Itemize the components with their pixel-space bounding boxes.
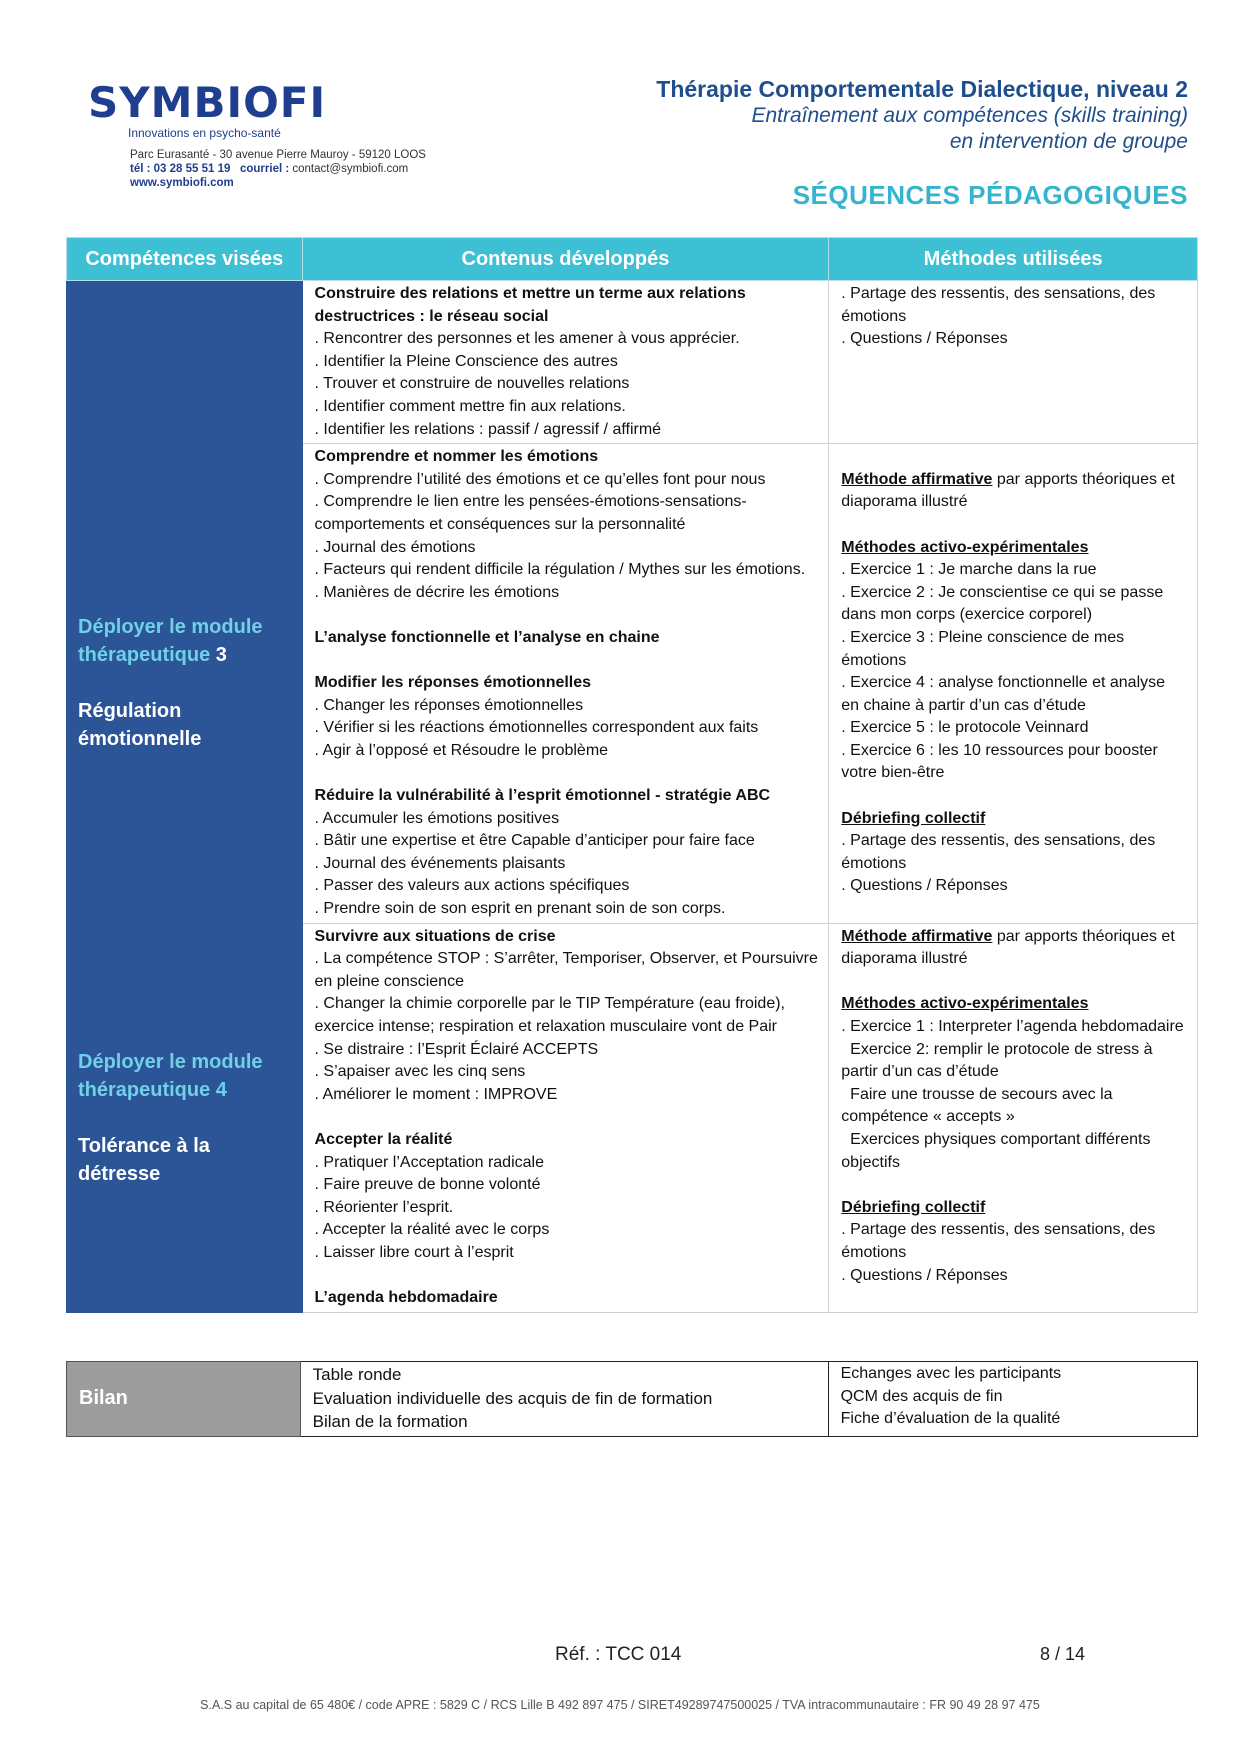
content-item: . Comprendre l’utilité des émotions et ce qu’elles font pour nous bbox=[314, 470, 766, 488]
method-text: par apports théoriques et diaporama illustré bbox=[841, 927, 1175, 968]
method-heading: Méthode affirmative bbox=[841, 470, 993, 488]
method-item: . Partage des ressentis, des sensations, des émotions bbox=[841, 832, 1156, 872]
method-item: . Exercice 1 : Interpreter l’agenda hebdomadaire bbox=[841, 1018, 1184, 1035]
sequences-table bbox=[66, 237, 1198, 1313]
table-row bbox=[67, 444, 1198, 923]
content-item: . Changer les réponses émotionnelles bbox=[314, 696, 584, 714]
document-subtitle-1: Entraînement aux compétences (skills training) bbox=[751, 104, 1188, 127]
logo-tagline: Innovations en psycho-santé bbox=[128, 126, 281, 140]
content-item: . Comprendre le lien entre les pensées-émotions-sensations-comportements et conséquences sur la personnalité bbox=[314, 493, 747, 533]
bilan-method-item: QCM des acquis de fin bbox=[840, 1387, 1003, 1405]
module-number: 3 bbox=[215, 644, 227, 667]
content-item: . Identifier comment mettre fin aux relations. bbox=[314, 397, 626, 415]
method-item: . Exercice 5 : le protocole Veinnard bbox=[841, 719, 1089, 737]
bilan-label: Bilan bbox=[67, 1362, 301, 1437]
content-item: . Trouver et construire de nouvelles relations bbox=[314, 375, 630, 393]
content-heading: Comprendre et nommer les émotions bbox=[314, 448, 599, 466]
methods-cell bbox=[829, 444, 1198, 923]
methods-cell bbox=[829, 281, 1198, 444]
content-heading: Survivre aux situations de crise bbox=[314, 927, 556, 945]
page-number: 8 / 14 bbox=[1040, 1644, 1086, 1664]
method-heading: Méthode affirmative bbox=[841, 927, 993, 945]
content-heading: L’agenda hebdomadaire bbox=[314, 1289, 498, 1307]
method-item: . Exercice 3 : Pleine conscience de mes émotions bbox=[841, 628, 1125, 669]
content-heading: Réduire la vulnérabilité à l’esprit émotionnel - stratégie ABC bbox=[314, 787, 771, 805]
method-item: . Exercice 2 : Je conscientise ce qui se passe dans mon corps (exercice corporel) bbox=[841, 583, 1164, 624]
table-row bbox=[67, 281, 1198, 444]
table-header-row bbox=[67, 238, 1198, 281]
method-item: . Partage des ressentis, des sensations, des émotions bbox=[841, 285, 1156, 325]
content-item: . Bâtir une expertise et être Capable d’anticiper pour faire face bbox=[314, 832, 755, 850]
method-item: . Exercice 1 : Je marche dans la rue bbox=[841, 561, 1097, 579]
module-subtitle: Régulation émotionnelle bbox=[78, 700, 202, 751]
method-heading: Débriefing collectif bbox=[841, 1198, 986, 1216]
content-item: . Laisser libre court à l’esprit bbox=[314, 1243, 514, 1261]
content-item: . Changer la chimie corporelle par le TIP Température (eau froide), exercice intense; respiration et relaxation musculaire vont de Pair bbox=[314, 995, 785, 1035]
logo-wordmark: SYMBIOFI bbox=[88, 78, 327, 127]
content-item: . Passer des valeurs aux actions spécifiques bbox=[314, 877, 630, 895]
table-row bbox=[67, 923, 1198, 1312]
method-affirmative bbox=[841, 469, 1187, 514]
bilan-content-item: Evaluation individuelle des acquis de fin de formation bbox=[312, 1388, 713, 1408]
content-item: . S’apaiser avec les cinq sens bbox=[314, 1063, 526, 1081]
content-item: . Accepter la réalité avec le corps bbox=[314, 1221, 550, 1239]
content-heading: Modifier les réponses émotionnelles bbox=[314, 674, 592, 692]
method-item: Exercice 2: remplir le protocole de stress à partir d’un cas d’étude bbox=[841, 1040, 1157, 1081]
method-item: . Questions / Réponses bbox=[841, 1266, 1008, 1284]
document-header bbox=[656, 76, 1188, 155]
competence-cell-module-3 bbox=[67, 444, 303, 923]
content-cell bbox=[302, 281, 829, 444]
content-item: . Rencontrer des personnes et les amener à vous apprécier. bbox=[314, 330, 740, 348]
header-contenus: Contenus développés bbox=[302, 238, 829, 281]
company-address-block bbox=[130, 148, 426, 190]
content-item: . Accumuler les émotions positives bbox=[314, 809, 560, 827]
module-title-text: Déployer le module thérapeutique bbox=[78, 616, 263, 667]
content-heading: Accepter la réalité bbox=[314, 1130, 453, 1148]
contact-line bbox=[130, 162, 426, 176]
content-item: . Vérifier si les réactions émotionnelles correspondent aux faits bbox=[314, 719, 759, 737]
competence-cell-module-4 bbox=[67, 923, 303, 1312]
section-title: SÉQUENCES PÉDAGOGIQUES bbox=[792, 180, 1188, 210]
legal-footer: S.A.S au capital de 65 480€ / code APRE : 5829 C / RCS Lille B 492 897 475 / SIRET49289747500025 / TVA intracommunautaire : FR 90 49 28 97 475 bbox=[200, 1698, 1040, 1712]
mail-address[interactable]: contact@symbiofi.com bbox=[292, 163, 409, 175]
content-item: . Manières de décrire les émotions bbox=[314, 583, 560, 601]
method-heading: Méthodes activo-expérimentales bbox=[841, 995, 1089, 1013]
method-heading: Débriefing collectif bbox=[841, 809, 986, 827]
content-item: . Journal des émotions bbox=[314, 538, 476, 556]
bilan-table bbox=[66, 1361, 1198, 1437]
method-item: Faire une trousse de secours avec la compétence « accepts » bbox=[841, 1085, 1117, 1126]
module-title: Déployer le module thérapeutique 4 bbox=[78, 1050, 263, 1101]
content-heading: Construire des relations et mettre un terme aux relations destructrices : le réseau social bbox=[314, 285, 746, 325]
method-item: . Exercice 6 : les 10 ressources pour booster votre bien-être bbox=[841, 741, 1158, 782]
document-subtitle-2: en intervention de groupe bbox=[949, 130, 1188, 153]
content-item: . Se distraire : l’Esprit Éclairé ACCEPTS bbox=[314, 1040, 599, 1058]
document-reference: Réf. : TCC 014 bbox=[555, 1644, 682, 1665]
method-item: . Exercice 4 : analyse fonctionnelle et analyse en chaine à partir d’un cas d’étude bbox=[841, 674, 1166, 714]
content-item: . Pratiquer l’Acceptation radicale bbox=[314, 1153, 544, 1171]
method-text: par apports théoriques et diaporama illustré bbox=[841, 470, 1175, 511]
method-item: Exercices physiques comportant différents objectifs bbox=[841, 1130, 1155, 1171]
address-line: Parc Eurasanté - 30 avenue Pierre Mauroy - 59120 LOOS bbox=[130, 149, 426, 161]
bilan-contents bbox=[300, 1362, 828, 1437]
content-heading: L’analyse fonctionnelle et l’analyse en chaine bbox=[314, 628, 660, 646]
methods-cell bbox=[829, 923, 1198, 1312]
content-item: . Journal des événements plaisants bbox=[314, 854, 566, 872]
content-item: . Facteurs qui rendent difficile la régulation / Mythes sur les émotions. bbox=[314, 561, 806, 579]
method-heading: Méthodes activo-expérimentales bbox=[841, 538, 1089, 556]
content-item: . Identifier les relations : passif / agressif / affirmé bbox=[314, 420, 662, 438]
tel-number: 03 28 55 51 19 bbox=[153, 163, 231, 175]
bilan-content-item: Table ronde bbox=[312, 1365, 402, 1384]
header-competences: Compétences visées bbox=[67, 238, 303, 281]
header-methodes: Méthodes utilisées bbox=[829, 238, 1198, 281]
bilan-method-item: Fiche d’évaluation de la qualité bbox=[840, 1410, 1061, 1427]
content-item: . Prendre soin de son esprit en prenant soin de son corps. bbox=[314, 900, 726, 918]
content-item: . La compétence STOP : S’arrêter, Temporiser, Observer, et Poursuivre en pleine conscience bbox=[314, 950, 818, 990]
table-row bbox=[67, 1362, 1198, 1437]
bilan-method-item: Echanges avec les participants bbox=[840, 1365, 1062, 1382]
symbiofi-logo bbox=[88, 78, 327, 140]
website-link[interactable]: www.symbiofi.com bbox=[130, 177, 234, 189]
module-subtitle: Tolérance à la détresse bbox=[78, 1134, 210, 1185]
method-item: . Questions / Réponses bbox=[841, 330, 1008, 348]
competence-cell-empty bbox=[67, 281, 303, 444]
content-item: . Identifier la Pleine Conscience des autres bbox=[314, 352, 618, 370]
method-item: . Questions / Réponses bbox=[841, 877, 1008, 895]
tel-label: tél : bbox=[130, 163, 154, 175]
content-item: . Faire preuve de bonne volonté bbox=[314, 1176, 541, 1194]
document-title: Thérapie Comportementale Dialectique, niveau 2 bbox=[656, 76, 1188, 102]
bilan-content-item: Bilan de la formation bbox=[312, 1412, 468, 1431]
content-cell bbox=[302, 923, 829, 1312]
mail-label: courriel : bbox=[239, 163, 293, 175]
content-item: . Réorienter l’esprit. bbox=[314, 1198, 454, 1216]
content-item: . Améliorer le moment : IMPROVE bbox=[314, 1085, 558, 1103]
content-cell bbox=[302, 444, 829, 923]
method-affirmative bbox=[841, 926, 1187, 971]
bilan-methods bbox=[828, 1362, 1197, 1437]
module-title bbox=[78, 613, 292, 669]
content-item: . Agir à l’opposé et Résoudre le problème bbox=[314, 741, 609, 759]
method-item: . Partage des ressentis, des sensations, des émotions bbox=[841, 1221, 1156, 1261]
